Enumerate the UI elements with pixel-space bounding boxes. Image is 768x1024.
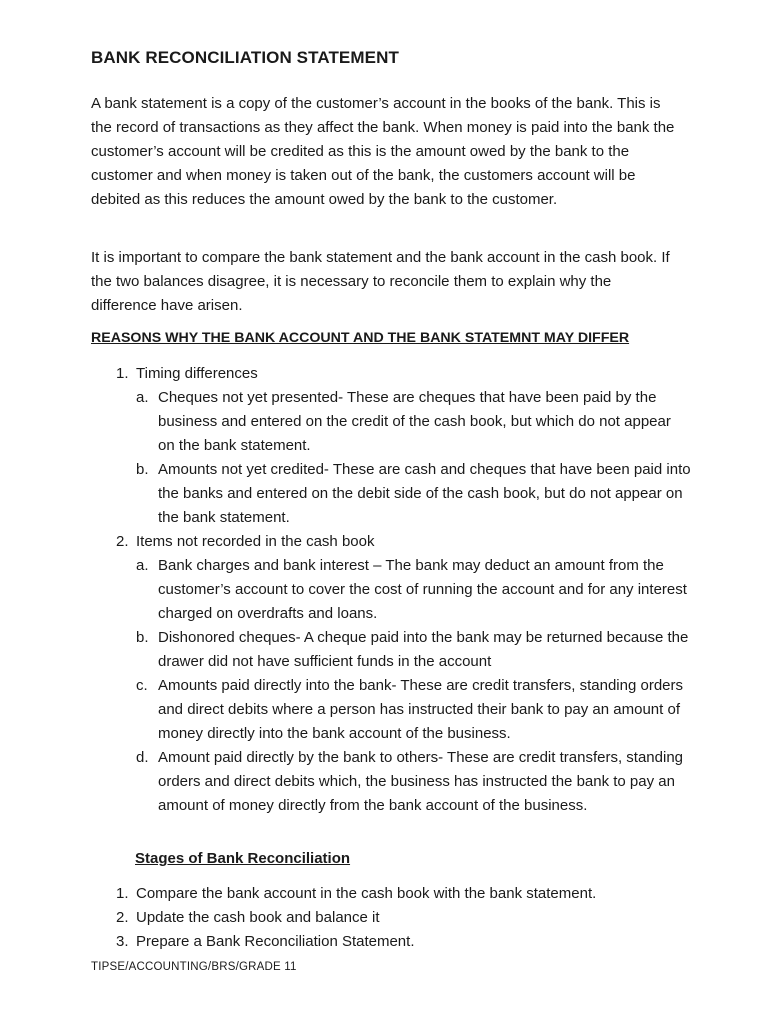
stage-item [91, 882, 596, 906]
intro-paragraph: A bank statement is a copy of the customer’s account in the books of the bank. This is the record of transactions as they affect the bank. When money is paid into the bank the customer’s account will be credited as this is the amount owed by the bank to the customer and when money is taken out of the bank, the customers account will be debited as this reduces the amount owed by the bank to the customer. [91, 95, 675, 208]
subitem-letter: b. [136, 629, 149, 646]
reason-subitem [91, 554, 691, 626]
subitem-text: Amounts paid directly into the bank- These are credit transfers, standing orders and direct debits where a person has instructed their bank to pay an amount of money directly into the bank account of the business. [158, 677, 683, 742]
subitem-text: Bank charges and bank interest – The bank may deduct an amount from the customer’s account to cover the cost of running the account and for any interest charged on overdrafts and loans. [158, 557, 687, 622]
reason-number: 2. [116, 533, 129, 550]
page-title: BANK RECONCILIATION STATEMENT [91, 48, 399, 67]
page-footer: TIPSE/ACCOUNTING/BRS/GRADE 11 [91, 961, 297, 973]
reason-subitem [91, 386, 691, 458]
subitem-text: Dishonored cheques- A cheque paid into the bank may be returned because the drawer did not have sufficient funds in the account [158, 629, 689, 670]
stage-number: 3. [116, 933, 129, 950]
stage-text: Update the cash book and balance it [136, 909, 380, 926]
subitem-letter: a. [136, 557, 149, 574]
reason-subitem [91, 746, 691, 818]
reasons-heading: REASONS WHY THE BANK ACCOUNT AND THE BANK STATEMNT MAY DIFFER [91, 330, 630, 346]
comparison-paragraph: It is important to compare the bank statement and the bank account in the cash book. If the two balances disagree, it is necessary to reconcile them to explain why the difference have arisen. [91, 249, 670, 314]
subitem-letter: d. [136, 749, 149, 766]
reasons-list [91, 362, 691, 818]
subitem-text: Amount paid directly by the bank to others- These are credit transfers, standing orders and direct debits which, the business has instructed the bank to pay an amount of money directly from the bank account of the business. [158, 749, 683, 814]
reason-subitem [91, 626, 691, 674]
reason-subitem [91, 674, 691, 746]
stage-item [91, 906, 596, 930]
stage-number: 1. [116, 885, 129, 902]
stage-number: 2. [116, 909, 129, 926]
reason-label: Items not recorded in the cash book [136, 533, 375, 550]
stage-text: Compare the bank account in the cash book with the bank statement. [136, 885, 597, 902]
subitem-letter: c. [136, 677, 148, 694]
stages-list [91, 882, 596, 954]
stage-text: Prepare a Bank Reconciliation Statement. [136, 933, 415, 950]
stage-item [91, 930, 596, 954]
subitem-text: Amounts not yet credited- These are cash and cheques that have been paid into the banks and entered on the debit side of the cash book, but do not appear on the bank statement. [158, 461, 691, 526]
reason-item [91, 362, 691, 386]
reason-subitem [91, 458, 691, 530]
reason-item [91, 530, 691, 554]
stages-heading: Stages of Bank Reconciliation [135, 850, 351, 867]
reason-label: Timing differences [136, 365, 258, 382]
subitem-text: Cheques not yet presented- These are cheques that have been paid by the business and entered on the credit of the cash book, but which do not appear on the bank statement. [158, 389, 671, 454]
subitem-letter: b. [136, 461, 149, 478]
subitem-letter: a. [136, 389, 149, 406]
reason-number: 1. [116, 365, 129, 382]
